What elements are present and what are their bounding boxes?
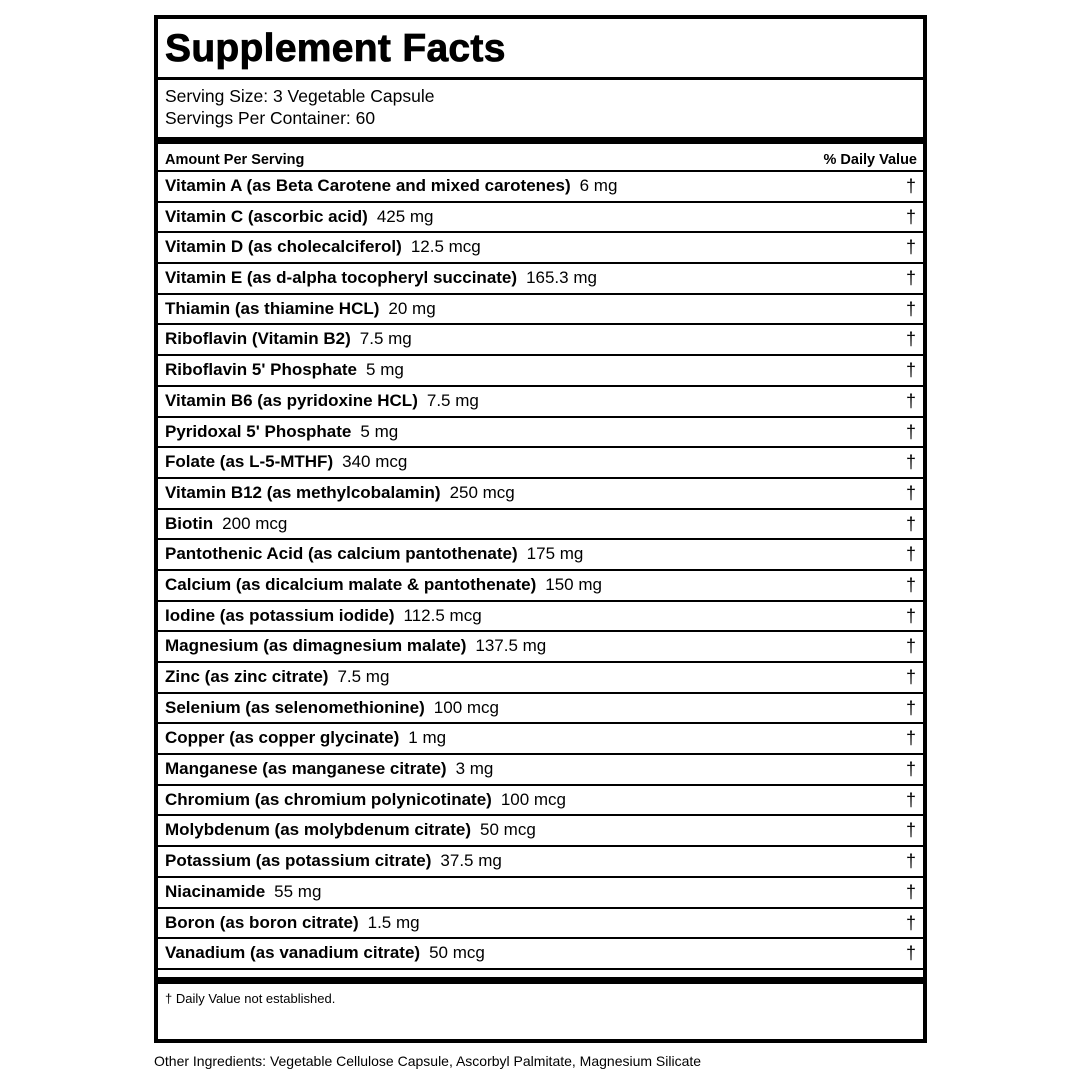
daily-value-mark: † bbox=[905, 298, 916, 319]
nutrient-name: Vitamin C (ascorbic acid) bbox=[165, 206, 368, 226]
nutrient-cell bbox=[165, 233, 481, 261]
nutrient-cell bbox=[165, 816, 536, 844]
nutrient-amount: 100 mcg bbox=[500, 789, 567, 809]
table-row bbox=[158, 295, 923, 326]
nutrient-cell bbox=[165, 632, 546, 660]
nutrient-amount: 1.5 mg bbox=[367, 912, 420, 932]
table-row bbox=[158, 264, 923, 295]
table-row bbox=[158, 387, 923, 418]
nutrient-cell bbox=[165, 694, 499, 722]
panel-title: Supplement Facts bbox=[165, 27, 506, 70]
footnote: † Daily Value not established. bbox=[165, 991, 336, 1006]
table-row bbox=[158, 356, 923, 387]
table-row bbox=[158, 172, 923, 203]
daily-value-mark: † bbox=[905, 697, 916, 718]
nutrient-name: Vitamin A (as Beta Carotene and mixed carotenes) bbox=[165, 176, 571, 195]
daily-value-mark: † bbox=[905, 881, 916, 902]
table-row bbox=[158, 325, 923, 356]
nutrient-cell bbox=[165, 755, 493, 783]
nutrient-amount: 5 mg bbox=[360, 421, 399, 441]
nutrient-cell bbox=[165, 786, 566, 814]
nutrient-amount: 165.3 mg bbox=[526, 268, 597, 288]
daily-value-mark: † bbox=[905, 452, 916, 473]
nutrient-name: Vanadium (as vanadium citrate) bbox=[165, 943, 421, 963]
amount-per-serving-header: Amount Per Serving bbox=[165, 152, 305, 168]
nutrient-cell bbox=[165, 448, 407, 476]
daily-value-mark: † bbox=[905, 912, 916, 933]
nutrient-cell bbox=[165, 356, 404, 384]
daily-value-mark: † bbox=[905, 636, 916, 657]
nutrient-cell bbox=[165, 479, 515, 507]
table-row bbox=[158, 418, 923, 449]
nutrient-amount: 150 mg bbox=[545, 574, 602, 594]
nutrient-cell bbox=[165, 387, 479, 415]
nutrient-cell bbox=[165, 540, 583, 568]
table-row bbox=[158, 847, 923, 878]
supplement-facts-panel bbox=[154, 15, 927, 1043]
table-row bbox=[158, 724, 923, 755]
nutrient-name: Zinc (as zinc citrate) bbox=[165, 667, 329, 686]
nutrient-cell bbox=[165, 510, 287, 538]
nutrient-name: Vitamin E (as d-alpha tocopheryl succinate) bbox=[165, 268, 518, 288]
nutrient-cell bbox=[165, 325, 412, 353]
serving-size: Serving Size: 3 Vegetable Capsule bbox=[165, 86, 435, 106]
nutrient-name: Biotin bbox=[165, 513, 214, 533]
daily-value-mark: † bbox=[905, 851, 916, 872]
table-row bbox=[158, 448, 923, 479]
servings-per-container: Servings Per Container: 60 bbox=[165, 108, 376, 128]
nutrient-name: Riboflavin (Vitamin B2) bbox=[165, 329, 351, 349]
nutrient-amount: 12.5 mcg bbox=[410, 237, 481, 257]
nutrient-name: Vitamin D (as cholecalciferol) bbox=[165, 237, 402, 257]
nutrient-cell bbox=[165, 264, 597, 292]
serving-info bbox=[165, 85, 434, 129]
nutrient-cell bbox=[165, 203, 434, 231]
daily-value-mark: † bbox=[905, 329, 916, 350]
nutrient-amount: 55 mg bbox=[274, 881, 322, 901]
nutrient-name: Manganese (as manganese citrate) bbox=[165, 759, 447, 779]
table-row bbox=[158, 540, 923, 571]
nutrient-amount: 1 mg bbox=[408, 728, 447, 748]
nutrient-name: Calcium (as dicalcium malate & pantothenate) bbox=[165, 574, 537, 594]
nutrient-table bbox=[158, 172, 923, 970]
nutrient-amount: 250 mcg bbox=[449, 482, 515, 502]
daily-value-mark: † bbox=[905, 820, 916, 841]
daily-value-mark: † bbox=[905, 360, 916, 381]
table-row bbox=[158, 878, 923, 909]
table-row bbox=[158, 203, 923, 234]
nutrient-cell bbox=[165, 418, 398, 446]
table-row bbox=[158, 755, 923, 786]
nutrient-name: Riboflavin 5' Phosphate bbox=[165, 360, 358, 380]
daily-value-mark: † bbox=[905, 574, 916, 595]
daily-value-mark: † bbox=[905, 943, 916, 964]
nutrient-cell bbox=[165, 909, 420, 937]
table-row bbox=[158, 571, 923, 602]
daily-value-mark: † bbox=[905, 206, 916, 227]
nutrient-name: Pantothenic Acid (as calcium pantothenate) bbox=[165, 544, 518, 564]
table-row bbox=[158, 939, 923, 970]
nutrient-cell bbox=[165, 602, 482, 630]
table-row bbox=[158, 663, 923, 694]
nutrient-cell bbox=[165, 295, 436, 323]
other-ingredients: Other Ingredients: Vegetable Cellulose Capsule, Ascorbyl Palmitate, Magnesium Silicate bbox=[154, 1053, 702, 1069]
daily-value-mark: † bbox=[905, 421, 916, 442]
daily-value-mark: † bbox=[905, 390, 916, 411]
nutrient-name: Vitamin B12 (as methylcobalamin) bbox=[165, 482, 441, 502]
nutrient-name: Chromium (as chromium polynicotinate) bbox=[165, 789, 492, 809]
nutrient-amount: 425 mg bbox=[376, 206, 434, 226]
daily-value-mark: † bbox=[905, 268, 916, 289]
nutrient-amount: 112.5 mcg bbox=[403, 605, 482, 625]
nutrient-amount: 50 mcg bbox=[480, 820, 536, 840]
table-row bbox=[158, 479, 923, 510]
nutrient-cell bbox=[165, 663, 389, 691]
nutrient-name: Folate (as L-5-MTHF) bbox=[165, 452, 334, 472]
nutrient-name: Potassium (as potassium citrate) bbox=[165, 851, 432, 871]
table-row bbox=[158, 632, 923, 663]
nutrient-amount: 6 mg bbox=[579, 176, 618, 195]
nutrient-amount: 7.5 mg bbox=[426, 390, 479, 410]
daily-value-mark: † bbox=[905, 728, 916, 749]
daily-value-header: % Daily Value bbox=[823, 152, 917, 168]
daily-value-mark: † bbox=[905, 237, 916, 258]
nutrient-amount: 7.5 mg bbox=[359, 329, 412, 349]
nutrient-name: Iodine (as potassium iodide) bbox=[165, 605, 395, 625]
table-row bbox=[158, 602, 923, 633]
nutrient-amount: 340 mcg bbox=[342, 452, 408, 472]
table-row bbox=[158, 816, 923, 847]
nutrient-cell bbox=[165, 172, 617, 200]
thick-divider-top bbox=[158, 137, 923, 144]
nutrient-amount: 200 mcg bbox=[222, 513, 288, 533]
daily-value-mark: † bbox=[905, 482, 916, 503]
nutrient-amount: 37.5 mg bbox=[440, 851, 502, 871]
daily-value-mark: † bbox=[905, 176, 916, 196]
table-row bbox=[158, 694, 923, 725]
nutrient-amount: 50 mcg bbox=[429, 943, 485, 963]
daily-value-mark: † bbox=[905, 605, 916, 626]
nutrient-name: Pyridoxal 5' Phosphate bbox=[165, 421, 352, 441]
title-divider bbox=[158, 77, 923, 80]
nutrient-cell bbox=[165, 724, 446, 752]
table-row bbox=[158, 909, 923, 940]
nutrient-amount: 3 mg bbox=[455, 759, 494, 779]
daily-value-mark: † bbox=[905, 789, 916, 810]
nutrient-name: Molybdenum (as molybdenum citrate) bbox=[165, 820, 472, 840]
table-row bbox=[158, 510, 923, 541]
nutrient-name: Boron (as boron citrate) bbox=[165, 912, 359, 932]
daily-value-mark: † bbox=[905, 667, 916, 687]
nutrient-name: Magnesium (as dimagnesium malate) bbox=[165, 636, 467, 656]
table-row bbox=[158, 233, 923, 264]
nutrient-name: Selenium (as selenomethionine) bbox=[165, 697, 425, 717]
thick-divider-bottom bbox=[158, 977, 923, 984]
nutrient-amount: 5 mg bbox=[366, 360, 404, 380]
nutrient-name: Vitamin B6 (as pyridoxine HCL) bbox=[165, 390, 418, 410]
nutrient-name: Thiamin (as thiamine HCL) bbox=[165, 298, 380, 318]
daily-value-mark: † bbox=[905, 513, 916, 534]
nutrient-cell bbox=[165, 571, 602, 599]
nutrient-amount: 7.5 mg bbox=[337, 667, 390, 686]
nutrient-name: Niacinamide bbox=[165, 881, 266, 901]
nutrient-amount: 137.5 mg bbox=[475, 636, 547, 656]
nutrient-name: Copper (as copper glycinate) bbox=[165, 728, 400, 748]
daily-value-mark: † bbox=[905, 544, 916, 565]
nutrient-amount: 20 mg bbox=[388, 298, 436, 318]
nutrient-cell bbox=[165, 878, 321, 906]
nutrient-cell bbox=[165, 847, 502, 875]
nutrient-amount: 100 mcg bbox=[433, 697, 499, 717]
daily-value-mark: † bbox=[905, 759, 916, 780]
nutrient-cell bbox=[165, 939, 485, 967]
table-row bbox=[158, 786, 923, 817]
nutrient-amount: 175 mg bbox=[526, 544, 584, 564]
